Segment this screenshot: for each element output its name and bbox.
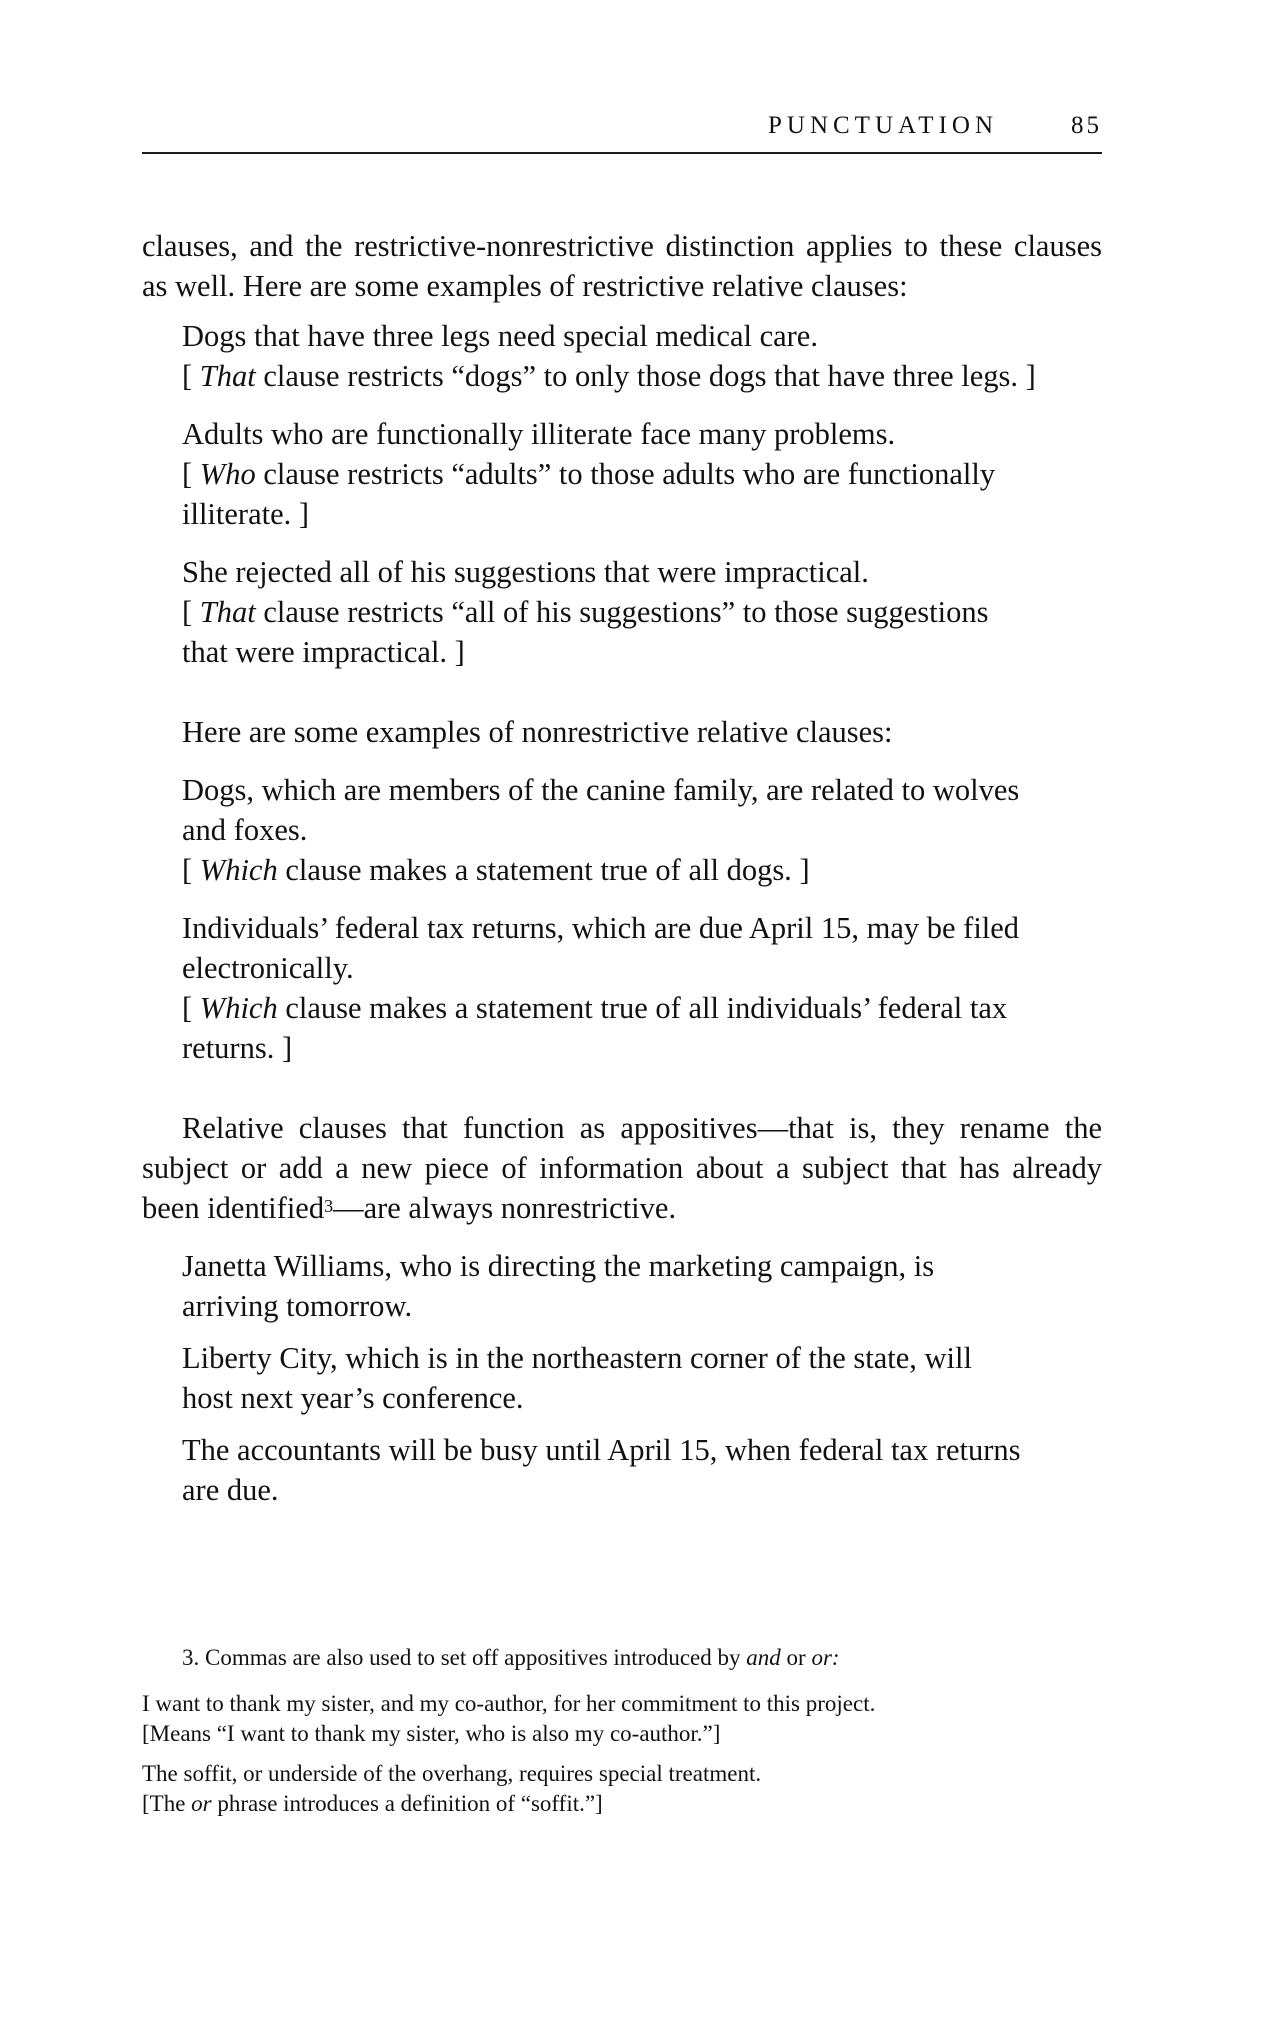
intro-paragraph: clauses, and the restrictive-nonrestrictive distinction applies to these clauses as well. Here are some examples of restrictive relative clauses:	[142, 229, 1102, 303]
note-italic: That	[199, 359, 256, 393]
restrictive-example-1	[182, 316, 1102, 396]
paragraph-text-end: —are always nonrestrictive.	[333, 1191, 677, 1225]
example-sentence: Dogs that have three legs need special medical care.	[182, 319, 818, 353]
footnote-example-2-note	[142, 1789, 1102, 1819]
footnote-number: 3.	[182, 1645, 200, 1670]
footnote-italic: or:	[811, 1645, 840, 1670]
footnotes	[142, 1643, 1102, 1819]
note-italic: That	[199, 595, 256, 629]
running-head	[142, 112, 1102, 154]
note-italic: Which	[199, 991, 278, 1025]
footnote-italic: and	[746, 1645, 781, 1670]
nonrestrictive-example-1	[182, 770, 1062, 890]
footnote-text: [The	[142, 1791, 192, 1816]
paragraph-text: Relative clauses that function as appositives—that is, they rename the subject or add a new piece of information about a subject that has already been identified	[142, 1111, 1102, 1225]
page-number: 85	[1071, 112, 1102, 139]
example-sentence: The accountants will be busy until April 15, when federal tax returns are due.	[182, 1433, 1021, 1507]
note-text: clause restricts “all of his suggestions” to those suggestions that were impractical.	[182, 595, 989, 669]
footnote-example-1-note: [Means “I want to thank my sister, who is also my co-author.”]	[142, 1721, 721, 1746]
example-sentence: Individuals’ federal tax returns, which are due April 15, may be filed electronically.	[182, 911, 1020, 985]
main-text	[142, 226, 1102, 1510]
footnote-italic: or	[191, 1791, 212, 1816]
note-text: clause makes a statement true of all individuals’ federal tax returns.	[182, 991, 1008, 1065]
appositive-paragraph	[142, 1108, 1102, 1228]
example-note: [ Who clause restricts “adults” to those adults who are functionally illiterate. ]	[182, 457, 996, 531]
example-sentence: Dogs, which are members of the canine family, are related to wolves and foxes.	[182, 773, 1020, 847]
footnote-text: phrase introduces a definition of “soffit.”]	[211, 1791, 603, 1816]
footnote-text: Commas are also used to set off appositives introduced by	[205, 1645, 747, 1670]
note-text: clause restricts “adults” to those adults who are functionally illiterate.	[182, 457, 996, 531]
appositive-example-3	[182, 1430, 1022, 1510]
section-title: PUNCTUATION	[768, 112, 998, 139]
restrictive-example-2	[182, 414, 1102, 534]
note-italic: Which	[199, 853, 278, 887]
example-note: [ That clause restricts “dogs” to only those dogs that have three legs. ]	[182, 359, 1036, 393]
restrictive-example-3	[182, 552, 1102, 672]
nonrestrictive-lead: Here are some examples of nonrestrictive relative clauses:	[182, 715, 893, 749]
nonrestrictive-example-2	[182, 908, 1062, 1068]
appositive-example-2	[182, 1338, 1022, 1418]
example-sentence: Janetta Williams, who is directing the marketing campaign, is arriving tomorrow.	[182, 1249, 935, 1323]
example-sentence: She rejected all of his suggestions that were impractical.	[182, 555, 869, 589]
footnote-text: or	[780, 1645, 812, 1670]
example-sentence: Liberty City, which is in the northeastern corner of the state, will host next year’s conference.	[182, 1341, 972, 1415]
note-italic: Who	[199, 457, 256, 491]
example-note: [ Which clause makes a statement true of all dogs. ]	[182, 853, 810, 887]
example-sentence: Adults who are functionally illiterate face many problems.	[182, 417, 896, 451]
footnote-example-1: I want to thank my sister, and my co-author, for her commitment to this project.	[142, 1691, 876, 1716]
note-text: clause restricts “dogs” to only those dogs that have three legs.	[255, 359, 1019, 393]
example-note: [ Which clause makes a statement true of all individuals’ federal tax returns. ]	[182, 991, 1008, 1065]
footnote-reference: 3	[324, 1196, 334, 1216]
footnote-example-2: The soffit, or underside of the overhang, requires special treatment.	[142, 1761, 762, 1786]
example-note: [ That clause restricts “all of his suggestions” to those suggestions that were impractical. ]	[182, 595, 989, 669]
note-text: clause makes a statement true of all dogs.	[277, 853, 792, 887]
appositive-example-1	[182, 1246, 1022, 1326]
footnote-3	[142, 1643, 1102, 1673]
